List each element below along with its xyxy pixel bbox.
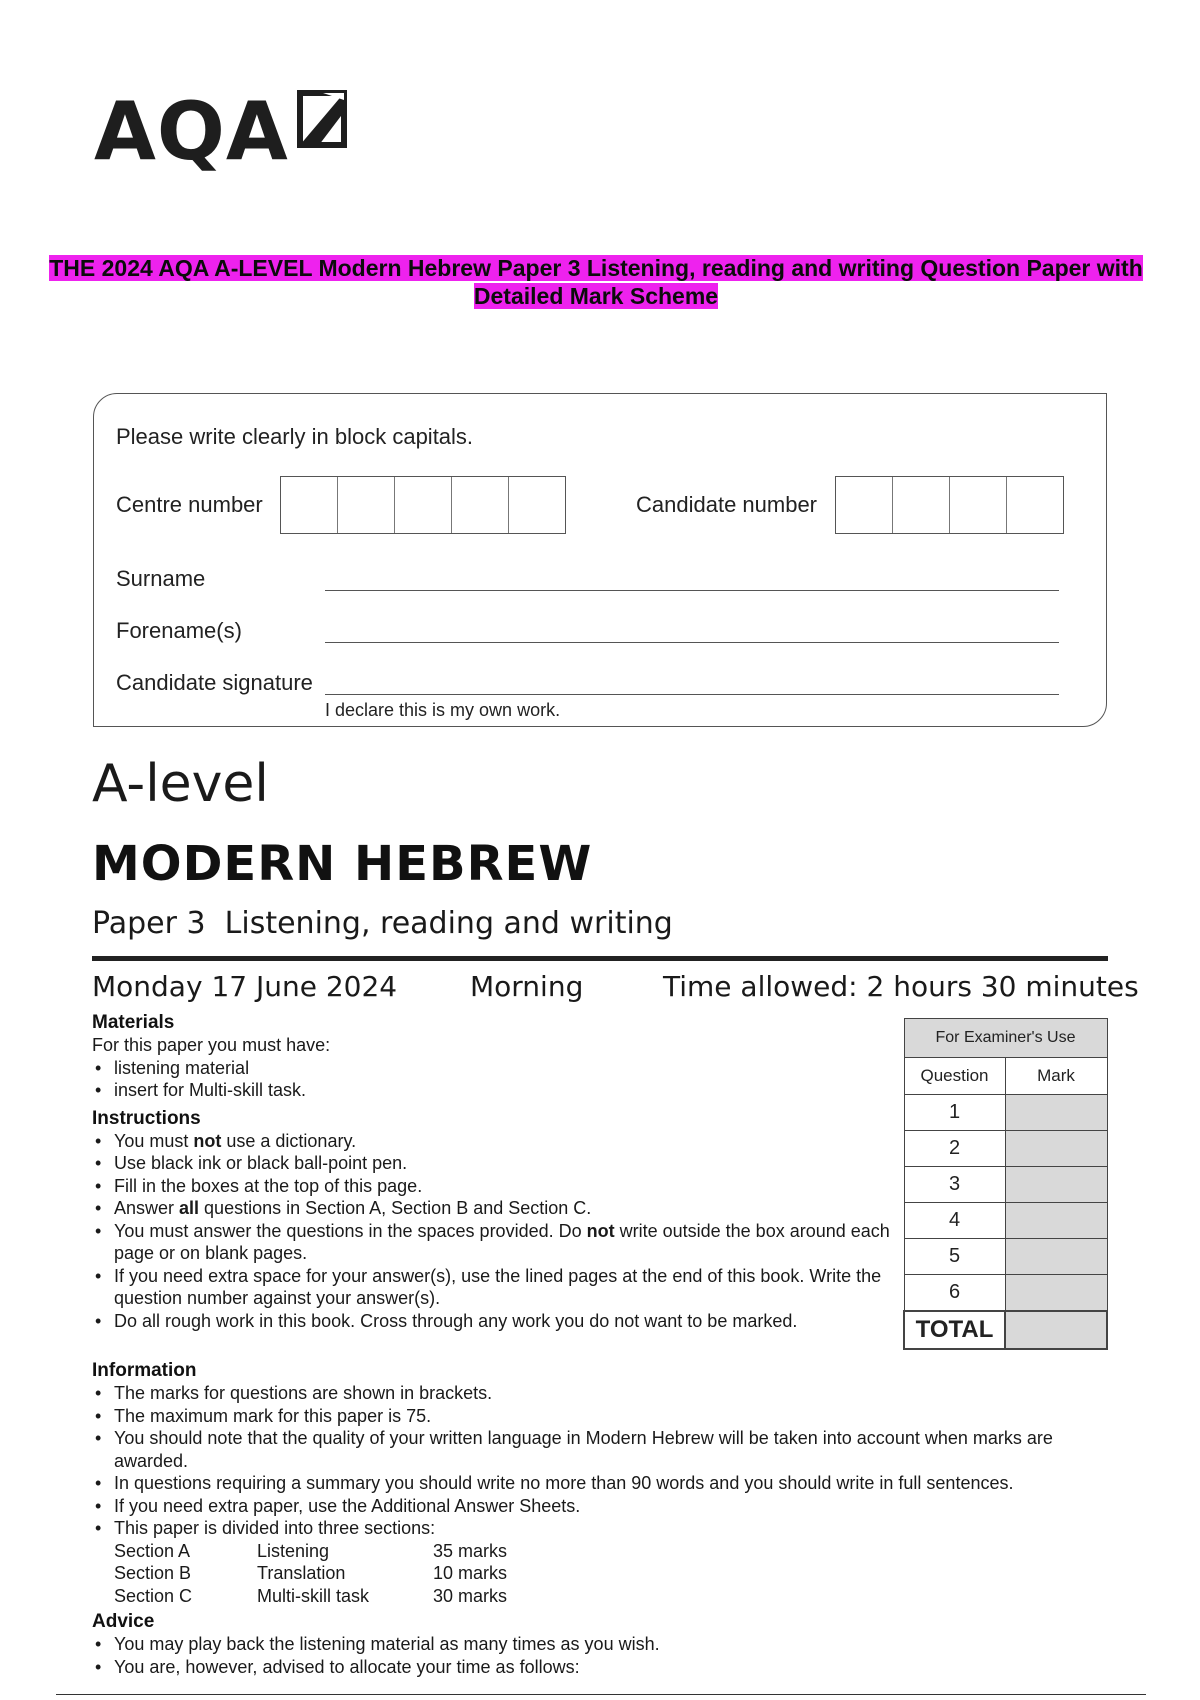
instructions-list xyxy=(92,1130,902,1333)
candidate-digit-box[interactable] xyxy=(836,477,893,533)
list-item: • If you need extra paper, use the Additional Answer Sheets. xyxy=(92,1495,1112,1518)
total-mark-cell xyxy=(1005,1311,1107,1349)
aqa-logo xyxy=(94,82,347,182)
centre-digit-box[interactable] xyxy=(452,477,509,533)
mark-column-header: Mark xyxy=(1005,1058,1107,1095)
list-item: • Do all rough work in this book. Cross through any work you do not want to be marked. xyxy=(92,1310,834,1333)
materials-list xyxy=(92,1057,902,1102)
forename-label: Forename(s) xyxy=(116,618,242,643)
subject-title: MODERN HEBREW xyxy=(92,836,593,892)
banner-text: THE 2024 AQA A-LEVEL Modern Hebrew Paper 3 Listening, reading and writing Question Paper with Detailed Mark Scheme xyxy=(49,255,1143,309)
list-item: • The maximum mark for this paper is 75. xyxy=(92,1405,1112,1428)
paper-sections-table xyxy=(114,1540,507,1608)
logo-text: AQA xyxy=(94,85,289,178)
instructions-heading: Instructions xyxy=(92,1107,201,1129)
mark-cell xyxy=(1005,1095,1107,1131)
centre-number-boxes[interactable] xyxy=(280,476,566,534)
document-banner-title xyxy=(10,254,1182,310)
table-row: 5 xyxy=(904,1239,1107,1275)
question-column-header: Question xyxy=(904,1058,1005,1095)
list-item: • This paper is divided into three sections: xyxy=(92,1517,1112,1540)
list-item: • listening material xyxy=(92,1057,902,1080)
centre-digit-box[interactable] xyxy=(395,477,452,533)
exam-date: Monday 17 June 2024 xyxy=(92,970,398,1003)
paper-title: Paper 3 Listening, reading and writing xyxy=(92,906,673,941)
candidate-number-boxes[interactable] xyxy=(835,476,1064,534)
table-row: 1 xyxy=(904,1095,1107,1131)
candidate-digit-box[interactable] xyxy=(893,477,950,533)
list-item: • In questions requiring a summary you should write no more than 90 words and you should write in full sentences. xyxy=(92,1472,1112,1495)
list-item: • You are, however, advised to allocate your time as follows: xyxy=(92,1656,1112,1679)
list-item: • Answer all questions in Section A, Section B and Section C. xyxy=(92,1197,902,1220)
qualification-level: A-level xyxy=(92,754,269,814)
block-capitals-instruction: Please write clearly in block capitals. xyxy=(116,424,474,449)
information-heading: Information xyxy=(92,1360,197,1381)
table-row: 2 xyxy=(904,1131,1107,1167)
centre-digit-box[interactable] xyxy=(281,477,338,533)
mark-cell xyxy=(1005,1131,1107,1167)
centre-digit-box[interactable] xyxy=(338,477,395,533)
materials-intro: For this paper you must have: xyxy=(92,1035,331,1055)
candidate-digit-box[interactable] xyxy=(1007,477,1063,533)
instructions-column xyxy=(92,1012,902,1332)
candidate-details-box xyxy=(93,393,1107,727)
table-row: 4 xyxy=(904,1203,1107,1239)
materials-heading: Materials xyxy=(92,1012,175,1033)
advice-list xyxy=(92,1633,1112,1678)
centre-number-label: Centre number xyxy=(116,492,263,517)
advice-heading: Advice xyxy=(92,1611,155,1632)
forename-line[interactable] xyxy=(325,642,1059,643)
list-item: • You may play back the listening material as many times as you wish. xyxy=(92,1633,1112,1656)
declaration-text: I declare this is my own work. xyxy=(325,700,561,720)
exam-session: Morning xyxy=(470,970,584,1003)
total-label: TOTAL xyxy=(904,1311,1005,1349)
page-bottom-rule xyxy=(56,1694,1146,1695)
examiners-use-title: For Examiner's Use xyxy=(904,1019,1107,1058)
list-item: • insert for Multi-skill task. xyxy=(92,1079,902,1102)
surname-line[interactable] xyxy=(325,590,1059,591)
list-item: • You must not use a dictionary. xyxy=(92,1130,902,1153)
list-item: • You must answer the questions in the spaces provided. Do not write outside the box around each page or on blank pages. xyxy=(92,1220,902,1265)
list-item: • Use black ink or black ball-point pen. xyxy=(92,1152,902,1175)
time-allowed: Time allowed: 2 hours 30 minutes xyxy=(663,970,1139,1003)
mark-cell xyxy=(1005,1203,1107,1239)
table-row: Section B Translation 10 marks xyxy=(114,1563,508,1583)
table-row: Section C Multi-skill task 30 marks xyxy=(114,1585,508,1606)
information-section xyxy=(92,1360,1112,1678)
mark-cell xyxy=(1005,1275,1107,1312)
signature-label: Candidate signature xyxy=(116,670,313,695)
table-row: 3 xyxy=(904,1167,1107,1203)
list-item: • If you need extra space for your answer(s), use the lined pages at the end of this book. Write the question number against your answer(s). xyxy=(92,1265,902,1310)
mark-cell xyxy=(1005,1167,1107,1203)
centre-digit-box[interactable] xyxy=(509,477,565,533)
candidate-number-label: Candidate number xyxy=(636,492,818,517)
information-list xyxy=(92,1382,1112,1540)
title-divider xyxy=(92,956,1108,961)
examiners-use-table xyxy=(903,1018,1108,1350)
mark-cell xyxy=(1005,1239,1107,1275)
signature-line[interactable] xyxy=(325,694,1059,695)
list-item: • Fill in the boxes at the top of this page. xyxy=(92,1175,902,1198)
total-row xyxy=(904,1311,1107,1349)
surname-label: Surname xyxy=(116,566,206,591)
table-row: 6 xyxy=(904,1275,1107,1312)
candidate-digit-box[interactable] xyxy=(950,477,1007,533)
list-item: • You should note that the quality of your written language in Modern Hebrew will be taken into account when marks are awarded. xyxy=(92,1427,1112,1472)
aqa-logo-mark-icon xyxy=(297,90,347,148)
table-row: Section A Listening 35 marks xyxy=(114,1540,508,1561)
list-item: • The marks for questions are shown in brackets. xyxy=(92,1382,1112,1405)
